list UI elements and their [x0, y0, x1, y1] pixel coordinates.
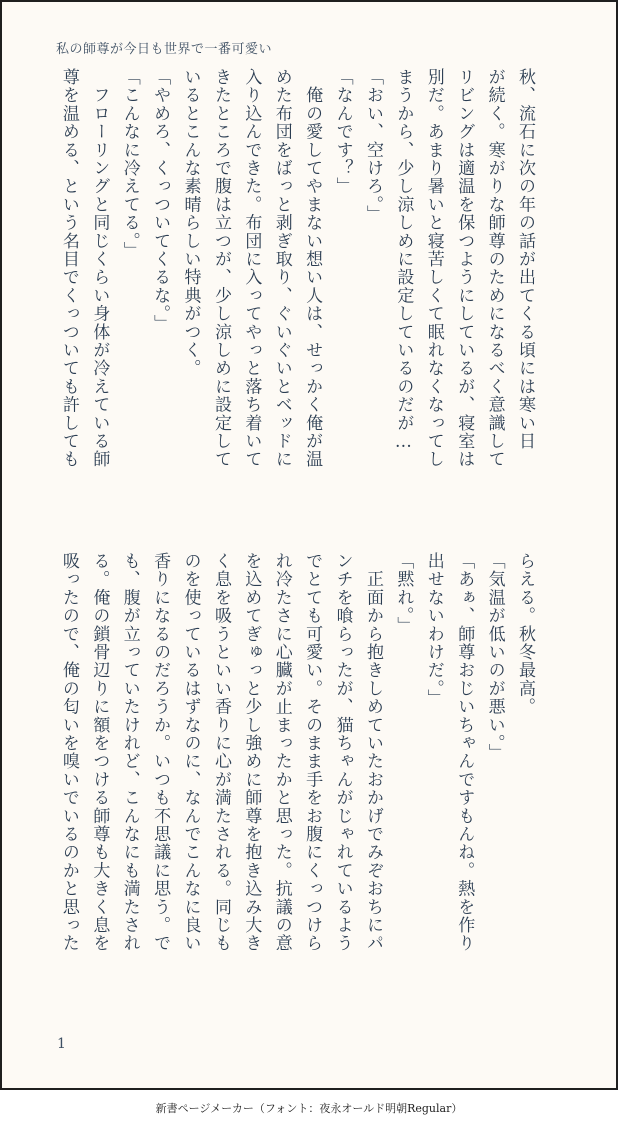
text-line: きたところで腹は立つが、少し涼しめに設定して: [210, 68, 231, 469]
text-line: 「黙れ。」: [393, 552, 414, 635]
text-line: く息を吸うといい香りに心が満たされる。同じも: [210, 552, 231, 953]
page-number: 1: [57, 1036, 66, 1052]
lower-text-block: [50, 552, 540, 992]
text-line: のを使っているはずなのに、なんでこんなに良い: [180, 552, 201, 953]
text-line: る。俺の鎖骨辺りに額をつける師尊も大きく息を: [89, 552, 110, 953]
text-line: 別だ。あまり暑いと寝苦しくて眠れなくなってし: [423, 68, 444, 469]
text-line: 正面から抱きしめていたおかげでみぞおちにパ: [362, 552, 383, 953]
text-line: も、腹が立っていたけれど、こんなにも満たされ: [119, 552, 140, 953]
text-line: らえる。秋冬最高。: [515, 552, 535, 716]
text-line: 「おい、空けろ。」: [362, 68, 383, 224]
text-line: 俺の愛してやまない想い人は、せっかく俺が温: [302, 68, 323, 469]
text-line: 入り込んできた。布団に入ってやっと落ち着いて: [241, 68, 262, 469]
generator-credit: 新書ページメーカー（フォント：夜永オールド明朝Regular）: [155, 1102, 463, 1115]
text-line: でとても可愛い。そのまま手をお腹にくっつけら: [302, 552, 323, 953]
text-line: 「やめろ、くっついてくるな。」: [150, 68, 171, 333]
text-line: れ冷たさに心臓が止まったかと思った。抗議の意: [271, 552, 292, 953]
text-line: 「あぁ、師尊おじいちゃんですもんね。熱を作り: [454, 552, 475, 953]
text-line: 吸ったので、俺の匂いを嗅いでいるのかと思った: [58, 552, 79, 953]
text-line: リビングは適温を保つようにしているが、寝室は: [454, 68, 475, 469]
text-line: 秋、流石に次の年の話が出てくる頃には寒い日: [515, 68, 535, 451]
text-line: フローリングと同じくらい身体が冷えている師: [89, 68, 110, 469]
book-title: 私の師尊が今日も世界で一番可愛い: [56, 42, 273, 57]
text-line: を込めてぎゅっと少し強めに師尊を抱き込み大き: [241, 552, 262, 953]
text-line: 尊を温める、という名目でくっついても許しても: [58, 68, 79, 469]
text-line: 出せないわけだ。」: [423, 552, 444, 708]
text-line: 「なんです？」: [332, 68, 353, 196]
text-line: いるとこんな素晴らしい特典がつく。: [180, 68, 201, 378]
text-line: めた布団をばっと剥ぎ取り、ぐいぐいとベッドに: [271, 68, 292, 469]
text-line: ンチを喰らったが、猫ちゃんがじゃれているよう: [332, 552, 353, 953]
text-line: 香りになるのだろうか。いつも不思議に思う。で: [150, 552, 171, 953]
text-line: 「気温が低いのが悪い。」: [484, 552, 505, 762]
text-line: が続く。寒がりな師尊のためになるべく意識して: [484, 68, 505, 469]
text-line: まうから、少し涼しめに設定しているのだが…: [393, 68, 414, 454]
text-line: 「こんなに冷えてる。」: [119, 68, 140, 260]
upper-text-block: [50, 68, 540, 508]
